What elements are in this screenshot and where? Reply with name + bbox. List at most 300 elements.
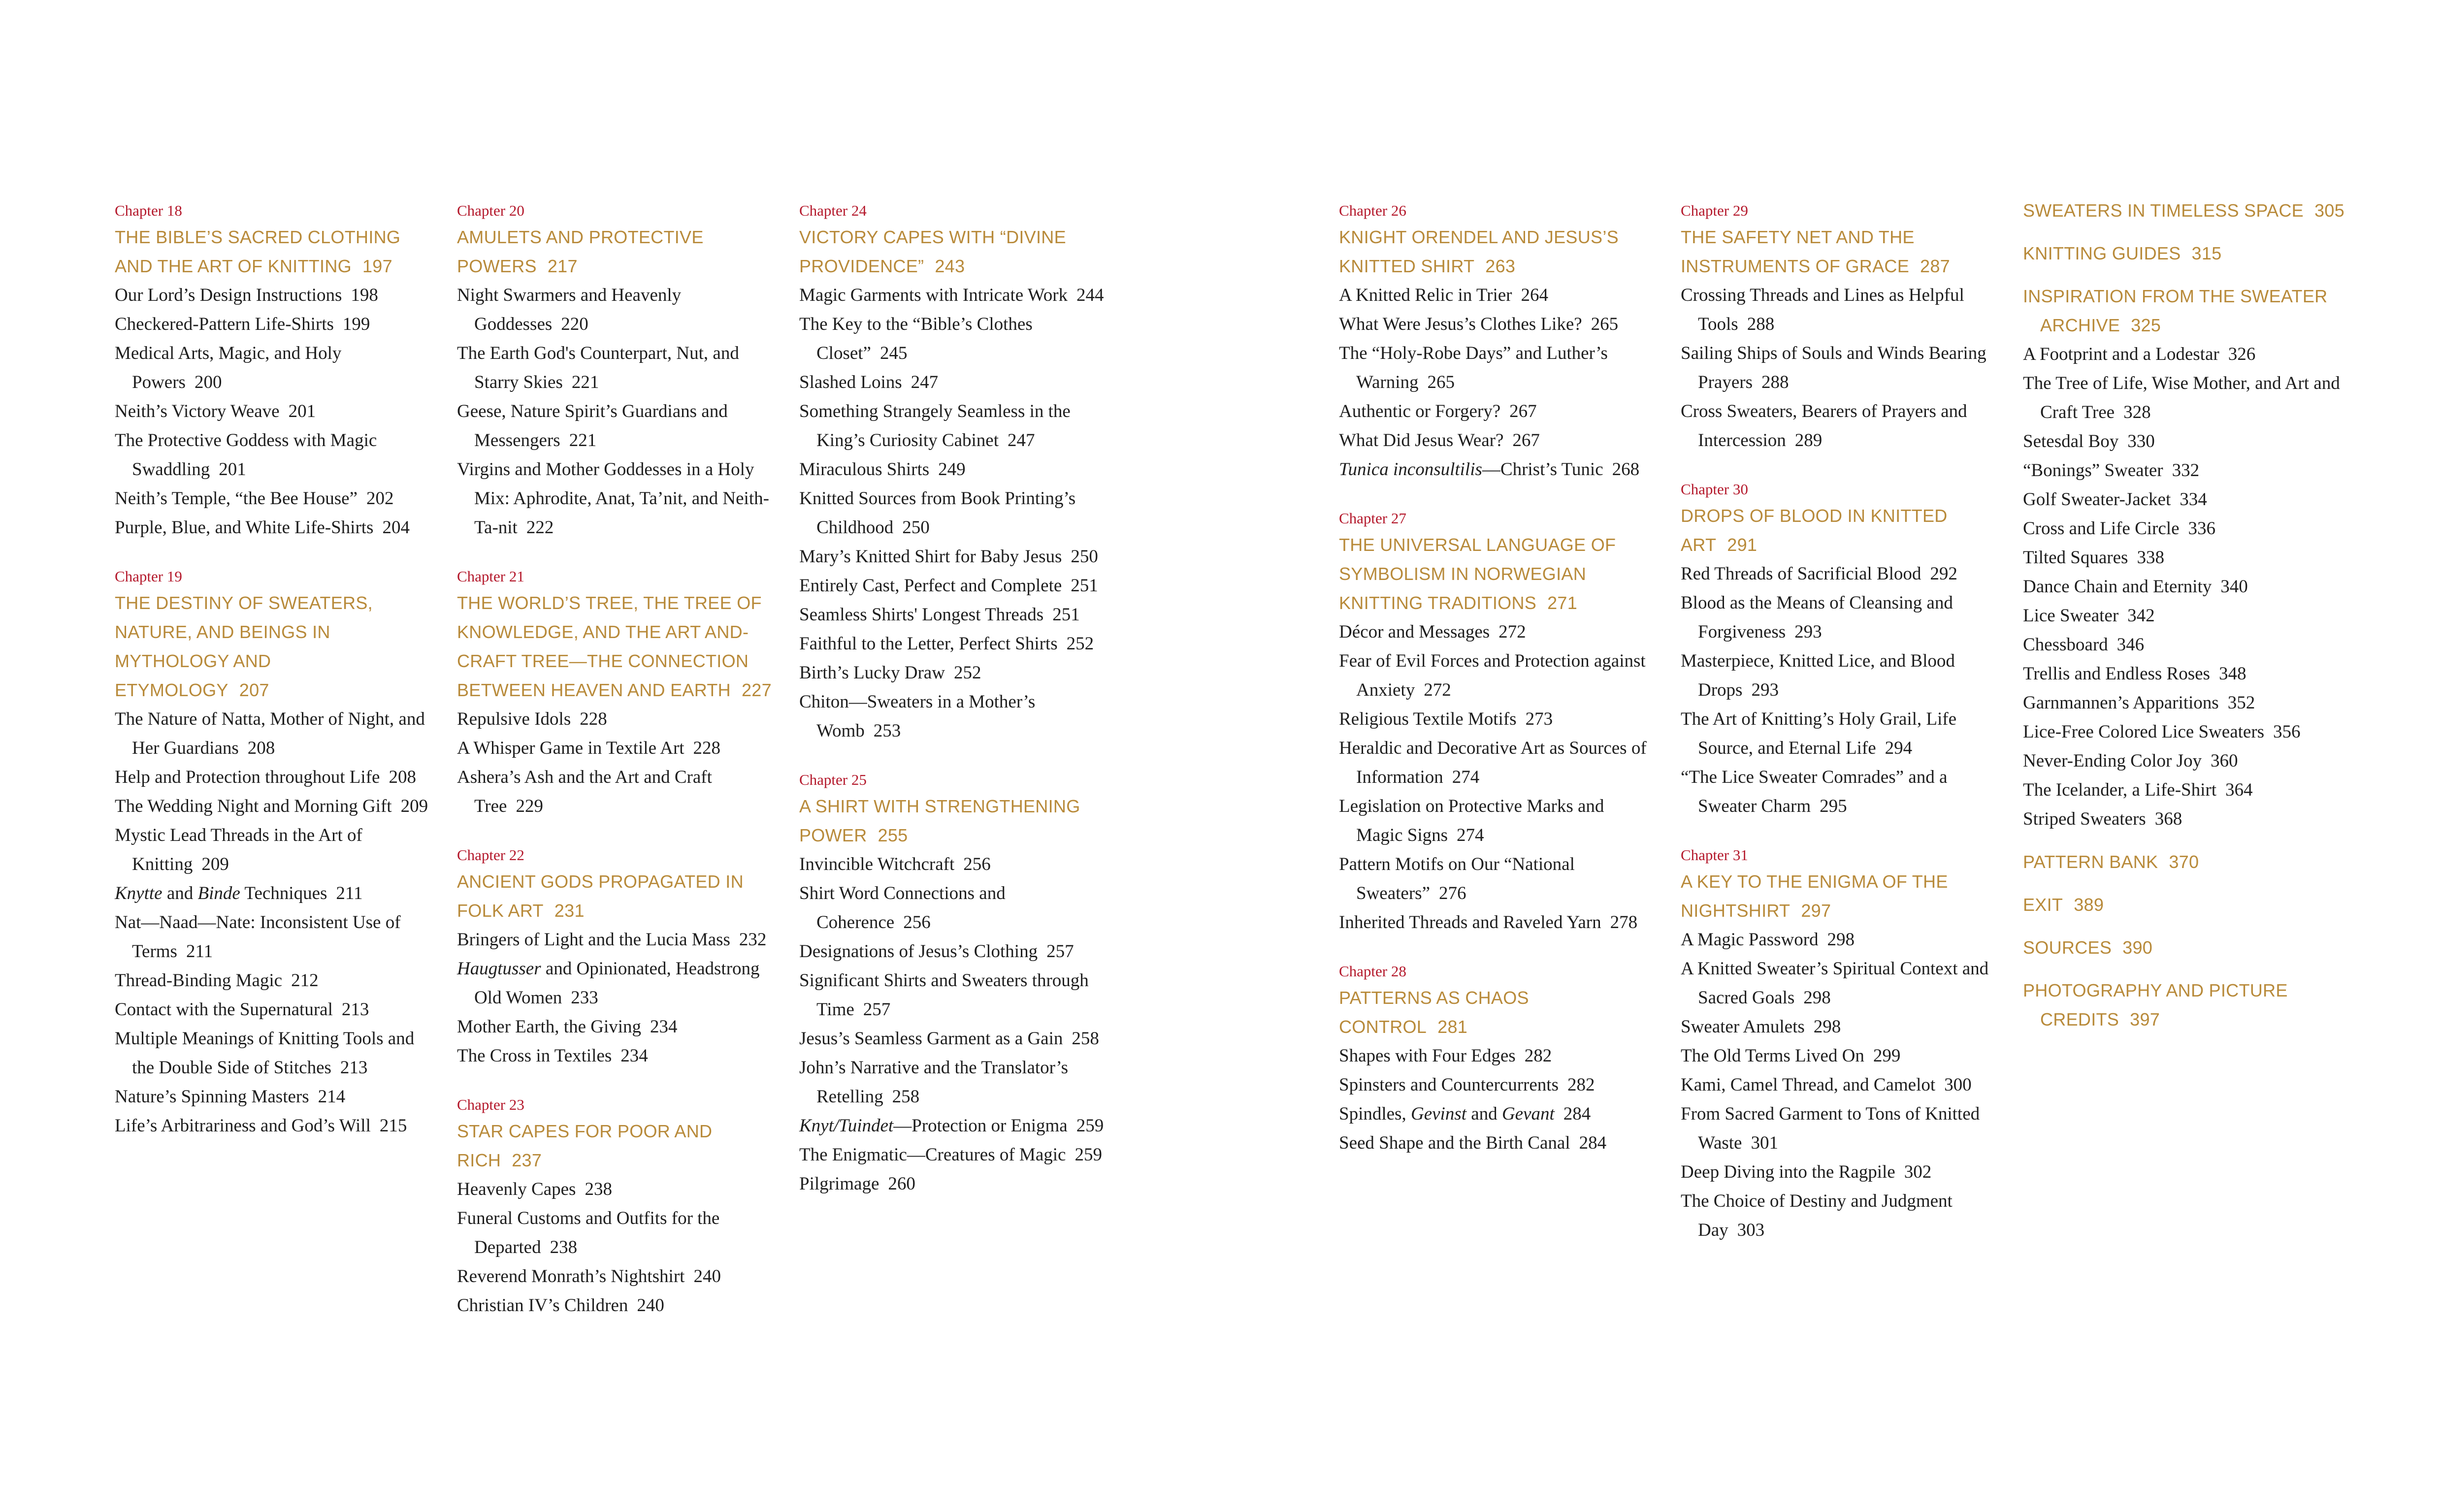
- page-number: 233: [571, 988, 598, 1008]
- entry-title: and: [1466, 1104, 1502, 1124]
- entry-title: Neith’s Temple, “the Bee House”: [115, 488, 358, 509]
- chapter-title: [115, 588, 430, 705]
- entry-title: Chiton—Sweaters in a Mother’s Womb: [799, 692, 1036, 741]
- entry-title: Miraculous Shirts: [799, 459, 930, 480]
- page-number: 282: [1567, 1075, 1595, 1095]
- toc-entry: [1339, 1099, 1654, 1128]
- toc-column-1: [115, 196, 430, 1160]
- entry-title: Christian IV’s Children: [457, 1295, 628, 1316]
- toc-column-4: [1339, 196, 1654, 1177]
- page-number: 272: [1424, 680, 1451, 700]
- chapter-block: [457, 1090, 772, 1320]
- page-number: 208: [389, 767, 416, 787]
- page-number: 346: [2117, 635, 2145, 655]
- toc-entry: [457, 1175, 772, 1204]
- entry-title: Never-Ending Color Joy: [2023, 751, 2202, 771]
- page-number: 284: [1579, 1133, 1607, 1153]
- page-number: 336: [2188, 518, 2215, 539]
- entry-title: “Bonings” Sweater: [2023, 460, 2163, 481]
- toc-entry: [799, 484, 1114, 542]
- entry-title: Lice Sweater: [2023, 606, 2119, 626]
- toc-entry: [1681, 925, 1996, 954]
- toc-entry: [1339, 792, 1654, 850]
- entry-title-italic: Tunica inconsultilis: [1339, 459, 1482, 480]
- section-title: [2023, 239, 2348, 268]
- chapter-block: [799, 196, 1114, 745]
- toc-entry: [799, 310, 1114, 368]
- entry-title: Red Threads of Sacrificial Blood: [1681, 564, 1922, 584]
- chapter-block: [1339, 957, 1654, 1158]
- toc-entry: [2023, 427, 2348, 456]
- chapter-label: Chapter 21: [457, 568, 524, 585]
- page-number: 281: [1437, 1017, 1468, 1037]
- entry-title: Spindles,: [1339, 1104, 1411, 1124]
- page-number: 208: [247, 738, 275, 758]
- toc-entry: [115, 310, 430, 339]
- page-number: 293: [1794, 622, 1822, 642]
- entry-title: and Opinionated, Headstrong Old Women: [474, 959, 760, 1008]
- page-number: 370: [2169, 852, 2199, 872]
- toc-entry: [2023, 514, 2348, 543]
- toc-entry: [799, 455, 1114, 484]
- entry-title: Repulsive Idols: [457, 709, 571, 729]
- page-number: 253: [873, 721, 901, 741]
- toc-entry: [457, 455, 772, 542]
- page-number: 260: [888, 1174, 915, 1194]
- toc-entry: [457, 763, 772, 821]
- toc-entry: [2023, 572, 2348, 601]
- entry-title: Heraldic and Decorative Art as Sources of Information: [1339, 738, 1647, 787]
- section-title: [2023, 847, 2348, 876]
- entry-title: Legislation on Protective Marks and Magic Signs: [1339, 796, 1604, 845]
- page-number: 278: [1610, 912, 1638, 933]
- entry-title: The Choice of Destiny and Judgment Day: [1681, 1191, 1953, 1240]
- toc-entry: [2023, 688, 2348, 717]
- toc-section: [2023, 282, 2348, 834]
- toc-entry: [799, 966, 1114, 1024]
- toc-entry: [457, 1262, 772, 1291]
- section-title-text: KNITTING GUIDES: [2023, 243, 2181, 263]
- entry-title: The Cross in Textiles: [457, 1046, 612, 1066]
- toc-entry: [457, 734, 772, 763]
- chapter-label: Chapter 27: [1339, 510, 1406, 527]
- page-number: 220: [561, 314, 588, 334]
- page-number: 325: [2131, 315, 2161, 335]
- page-number: 305: [2314, 200, 2345, 221]
- section-title: [2023, 933, 2348, 962]
- chapter-block: [1339, 504, 1654, 937]
- page-number: 250: [1071, 547, 1098, 567]
- entry-title: Spinsters and Countercurrents: [1339, 1075, 1559, 1095]
- page-number: 258: [892, 1087, 920, 1107]
- page-number: 258: [1072, 1029, 1099, 1049]
- page-number: 299: [1873, 1046, 1901, 1066]
- entry-title: The “Holy-Robe Days” and Luther’s Warning: [1339, 343, 1608, 392]
- page-number: 207: [239, 680, 269, 700]
- chapter-block: [457, 196, 772, 542]
- page-number: 276: [1439, 883, 1466, 903]
- entry-title: Pattern Motifs on Our “National Sweaters”: [1339, 854, 1575, 903]
- entry-title: Mystic Lead Threads in the Art of Knitting: [115, 825, 362, 874]
- entry-title: A Footprint and a Lodestar: [2023, 344, 2219, 364]
- page-number: 212: [291, 970, 319, 991]
- chapter-title-text: THE DESTINY OF SWEATERS, NATURE, AND BEINGS IN MYTHOLOGY AND ETYMOLOGY: [115, 593, 373, 700]
- section-title-text: INSPIRATION FROM THE SWEATER ARCHIVE: [2023, 286, 2328, 335]
- chapter-label: Chapter 28: [1339, 963, 1406, 980]
- page-number: 199: [342, 314, 370, 334]
- entry-title: Checkered-Pattern Life-Shirts: [115, 314, 334, 334]
- page-number: 252: [1066, 634, 1094, 654]
- toc-entry: [2023, 456, 2348, 485]
- page-number: 257: [863, 999, 891, 1020]
- entry-title: The Icelander, a Life-Shirt: [2023, 780, 2216, 800]
- toc-entry: [457, 1012, 772, 1041]
- toc-entry: [2023, 543, 2348, 572]
- entry-title: Inherited Threads and Raveled Yarn: [1339, 912, 1601, 933]
- chapter-label: Chapter 25: [799, 771, 867, 788]
- chapter-label: Chapter 20: [457, 202, 524, 219]
- page-number: 231: [554, 901, 585, 921]
- entry-title: Birth’s Lucky Draw: [799, 663, 945, 683]
- toc-entry: [799, 850, 1114, 879]
- page-number: 198: [351, 285, 378, 305]
- chapter-title: [457, 1117, 772, 1175]
- entry-title: Crossing Threads and Lines as Helpful Tools: [1681, 285, 1964, 334]
- chapter-title-text: THE SAFETY NET AND THE INSTRUMENTS OF GRACE: [1681, 227, 1915, 276]
- chapter-title: [799, 223, 1114, 281]
- toc-entry: [1339, 646, 1654, 705]
- entry-title: Jesus’s Seamless Garment as a Gain: [799, 1029, 1063, 1049]
- page-number: 284: [1563, 1104, 1591, 1124]
- chapter-title: [1339, 530, 1654, 617]
- entry-title: Help and Protection throughout Life: [115, 767, 380, 787]
- page-number: 294: [1885, 738, 1913, 758]
- page-number: 211: [186, 941, 213, 962]
- chapter-label: Chapter 24: [799, 202, 867, 219]
- toc-entry: [115, 513, 430, 542]
- page-number: 247: [1008, 430, 1035, 450]
- toc-entry: [115, 792, 430, 821]
- toc-entry: [2023, 775, 2348, 804]
- page-number: 297: [1801, 901, 1831, 921]
- toc-column-3: [799, 196, 1114, 1218]
- chapter-title: [115, 223, 430, 281]
- entry-title: The Nature of Natta, Mother of Night, and Her Guardians: [115, 709, 425, 758]
- toc-entry: [2023, 746, 2348, 775]
- entry-title: Reverend Monrath’s Nightshirt: [457, 1266, 685, 1287]
- entry-title: —Protection or Enigma: [893, 1116, 1068, 1136]
- page-number: 293: [1751, 680, 1779, 700]
- entry-title: Shirt Word Connections and Coherence: [799, 883, 1006, 933]
- page-number: 315: [2191, 243, 2222, 263]
- chapter-block: [1681, 840, 1996, 1245]
- chapter-title-text: DROPS OF BLOOD IN KNITTED ART: [1681, 506, 1948, 555]
- page-number: 227: [741, 680, 772, 700]
- page-number: 238: [585, 1179, 612, 1199]
- toc-entry: [799, 542, 1114, 571]
- entry-title: Techniques: [240, 883, 327, 903]
- page-number: 204: [382, 517, 410, 538]
- entry-title: Cross and Life Circle: [2023, 518, 2180, 539]
- page-number: 342: [2127, 606, 2155, 626]
- page-number: 221: [571, 372, 599, 392]
- toc-entry: [115, 1111, 430, 1140]
- toc-entry: [799, 600, 1114, 629]
- page-number: 356: [2273, 722, 2301, 742]
- toc-entry: [1339, 281, 1654, 310]
- toc-entry: [799, 937, 1114, 966]
- page-number: 234: [650, 1017, 678, 1037]
- chapter-title-text: KNIGHT ORENDEL AND JESUS’S KNITTED SHIRT: [1339, 227, 1619, 276]
- chapter-title: [1339, 983, 1654, 1041]
- chapter-title-text: THE WORLD’S TREE, THE TREE OF KNOWLEDGE, AND THE ART AND-CRAFT TREE—THE CONNECTION BETWEEN HEAVEN AND EARTH: [457, 593, 762, 700]
- toc-entry: [799, 571, 1114, 600]
- toc-entry: [115, 1024, 430, 1082]
- entry-title: Designations of Jesus’s Clothing: [799, 941, 1038, 962]
- toc-entry: [799, 1169, 1114, 1198]
- page-number: 352: [2227, 693, 2255, 713]
- chapter-title: [1681, 223, 1996, 281]
- entry-title-italic: Gevant: [1501, 1104, 1555, 1124]
- section-title: [2023, 890, 2348, 919]
- page-number: 245: [879, 343, 908, 363]
- page-number: 229: [516, 796, 543, 816]
- entry-title: Kami, Camel Thread, and Camelot: [1681, 1075, 1936, 1095]
- page-number: 282: [1524, 1046, 1552, 1066]
- page-number: 201: [219, 459, 246, 480]
- entry-title: Heavenly Capes: [457, 1179, 576, 1199]
- entry-title: From Sacred Garment to Tons of Knitted Waste: [1681, 1104, 1980, 1153]
- entry-title: Décor and Messages: [1339, 622, 1490, 642]
- toc-entry: [115, 339, 430, 397]
- chapter-title: [1339, 223, 1654, 281]
- page-number: 244: [1076, 285, 1104, 305]
- page-number: 234: [620, 1046, 648, 1066]
- section-title-text: SOURCES: [2023, 937, 2112, 958]
- section-title-text: PHOTOGRAPHY AND PICTURE CREDITS: [2023, 980, 2288, 1029]
- page-number: 240: [637, 1295, 664, 1316]
- entry-title: Night Swarmers and Heavenly Goddesses: [457, 285, 682, 334]
- page-number: 348: [2218, 664, 2247, 684]
- chapter-block: [457, 840, 772, 1070]
- toc-column-6: [2023, 196, 2348, 1048]
- chapter-title: [1681, 867, 1996, 925]
- entry-title: “The Lice Sweater Comrades” and a Sweater Charm: [1681, 767, 1948, 816]
- entry-title: Purple, Blue, and White Life-Shirts: [115, 517, 374, 538]
- chapter-label: Chapter 26: [1339, 202, 1406, 219]
- page-number: 368: [2154, 809, 2182, 829]
- page-number: 267: [1509, 401, 1537, 421]
- chapter-title-text: PATTERNS AS CHAOS CONTROL: [1339, 988, 1529, 1037]
- entry-title: Contact with the Supernatural: [115, 999, 333, 1020]
- toc-section: [2023, 890, 2348, 919]
- page-number: 302: [1904, 1162, 1932, 1182]
- toc-entry: [1339, 455, 1654, 484]
- entry-title: Dance Chain and Eternity: [2023, 577, 2212, 597]
- entry-title-italic: Knyt/Tuindet: [799, 1116, 894, 1136]
- toc-entry: [799, 687, 1114, 745]
- toc-entry: [1339, 426, 1654, 455]
- chapter-label: Chapter 31: [1681, 846, 1748, 864]
- entry-title: Religious Textile Motifs: [1339, 709, 1517, 729]
- toc-entry: [115, 966, 430, 995]
- toc-entry: [115, 281, 430, 310]
- toc-entry: [1339, 705, 1654, 734]
- toc-entry: [115, 879, 430, 908]
- entry-title: Seed Shape and the Birth Canal: [1339, 1133, 1570, 1153]
- page-number: 271: [1547, 593, 1578, 613]
- section-title: [2023, 282, 2348, 340]
- entry-title: The Key to the “Bible’s Clothes Closet”: [799, 314, 1033, 363]
- page-number: 200: [194, 372, 222, 392]
- entry-title: Cross Sweaters, Bearers of Prayers and Intercession: [1681, 401, 1967, 450]
- toc-entry: [1339, 397, 1654, 426]
- toc-section: [2023, 933, 2348, 962]
- entry-title-italic: Knytte: [115, 883, 163, 903]
- page-number: 256: [903, 912, 931, 933]
- page-number: 364: [2225, 780, 2253, 800]
- toc-entry: [799, 281, 1114, 310]
- entry-title: A Whisper Game in Textile Art: [457, 738, 684, 758]
- entry-title: Masterpiece, Knitted Lice, and Blood Drops: [1681, 651, 1955, 700]
- chapter-title-text: A KEY TO THE ENIGMA OF THE NIGHTSHIRT: [1681, 871, 1948, 921]
- toc-entry: [1339, 617, 1654, 646]
- toc-entry: [115, 908, 430, 966]
- toc-section: [2023, 976, 2348, 1034]
- toc-entry: [1681, 397, 1996, 455]
- entry-title: Faithful to the Letter, Perfect Shirts: [799, 634, 1058, 654]
- section-title-text: PATTERN BANK: [2023, 852, 2158, 872]
- page-number: 268: [1612, 459, 1640, 480]
- toc-entry: [1681, 705, 1996, 763]
- entry-title: Seamless Shirts' Longest Threads: [799, 605, 1044, 625]
- chapter-title-text: AMULETS AND PROTECTIVE POWERS: [457, 227, 704, 276]
- toc-entry: [2023, 630, 2348, 659]
- toc-entry: [1339, 1041, 1654, 1070]
- toc-entry: [1681, 763, 1996, 821]
- toc-entry: [1339, 734, 1654, 792]
- entry-title: Garnmannen’s Apparitions: [2023, 693, 2219, 713]
- page-number: 259: [1076, 1116, 1104, 1136]
- toc-entry: [115, 397, 430, 426]
- entry-title: Nature’s Spinning Masters: [115, 1087, 309, 1107]
- entry-title-italic: Haugtusser: [457, 959, 541, 979]
- toc-entry: [457, 339, 772, 397]
- page-number: 328: [2123, 402, 2151, 422]
- toc-entry: [799, 629, 1114, 658]
- chapter-title-text: VICTORY CAPES WITH “DIVINE PROVIDENCE”: [799, 227, 1066, 276]
- entry-title: Trellis and Endless Roses: [2023, 664, 2210, 684]
- entry-title: Tilted Squares: [2023, 547, 2128, 568]
- page-number: 334: [2180, 489, 2207, 510]
- entry-title: Setesdal Boy: [2023, 431, 2119, 451]
- page-number: 213: [340, 1058, 368, 1078]
- page-number: 330: [2127, 431, 2155, 451]
- toc-entry: [799, 1024, 1114, 1053]
- page-number: 201: [288, 401, 316, 421]
- page-number: 397: [2130, 1009, 2160, 1029]
- toc-entry: [1681, 954, 1996, 1012]
- entry-title: The Wedding Night and Morning Gift: [115, 796, 392, 816]
- chapter-block: [115, 196, 430, 542]
- entry-title: Bringers of Light and the Lucia Mass: [457, 930, 730, 950]
- toc-entry: [799, 658, 1114, 687]
- page-number: 338: [2137, 547, 2164, 568]
- toc-entry: [799, 1140, 1114, 1169]
- toc-section: [2023, 239, 2348, 268]
- chapter-title-text: STAR CAPES FOR POOR AND RICH: [457, 1121, 713, 1170]
- toc-entry: [115, 426, 430, 484]
- entry-title: Pilgrimage: [799, 1174, 879, 1194]
- toc-entry: [115, 1082, 430, 1111]
- page-number: 251: [1071, 576, 1098, 596]
- page-number: 303: [1737, 1220, 1765, 1240]
- section-title-text: EXIT: [2023, 895, 2063, 915]
- toc-entry: [2023, 369, 2348, 427]
- entry-title: Sailing Ships of Souls and Winds Bearing Prayers: [1681, 343, 1987, 392]
- entry-title: Invincible Witchcraft: [799, 854, 955, 874]
- page-number: 251: [1052, 605, 1080, 625]
- toc-entry: [457, 1204, 772, 1262]
- entry-title: Deep Diving into the Ragpile: [1681, 1162, 1895, 1182]
- page-number: 263: [1485, 256, 1516, 276]
- page-number: 300: [1944, 1075, 1972, 1095]
- page-number: 211: [336, 883, 363, 903]
- page-number: 390: [2122, 937, 2153, 958]
- section-title: [2023, 976, 2348, 1034]
- page-number: 213: [341, 999, 369, 1020]
- chapter-block: [457, 562, 772, 821]
- page-number: 291: [1727, 535, 1758, 555]
- entry-title: Significant Shirts and Sweaters through Time: [799, 970, 1089, 1020]
- chapter-label: Chapter 29: [1681, 202, 1748, 219]
- toc-entry: [457, 281, 772, 339]
- page-number: 265: [1427, 372, 1455, 392]
- page-number: 214: [318, 1087, 346, 1107]
- chapter-block: [1339, 196, 1654, 484]
- page-number: 265: [1591, 314, 1619, 334]
- page-number: 228: [580, 709, 607, 729]
- toc-entry: [1681, 1158, 1996, 1187]
- page-number: 267: [1512, 430, 1540, 450]
- toc-entry: [2023, 601, 2348, 630]
- chapter-label: Chapter 22: [457, 846, 524, 864]
- toc-entry: [457, 705, 772, 734]
- page-number: 272: [1498, 622, 1526, 642]
- chapter-title: [457, 588, 772, 705]
- entry-title: Medical Arts, Magic, and Holy Powers: [115, 343, 342, 392]
- page-number: 237: [512, 1150, 542, 1170]
- page-number: 250: [902, 517, 930, 538]
- entry-title-italic: Gevinst: [1410, 1104, 1466, 1124]
- chapter-title-text: A SHIRT WITH STRENGTHENING POWER: [799, 796, 1080, 845]
- chapter-title-text: THE BIBLE’S SACRED CLOTHING AND THE ART OF KNITTING: [115, 227, 401, 276]
- toc-entry: [1681, 559, 1996, 588]
- entry-title: Ashera’s Ash and the Art and Craft Tree: [457, 767, 712, 816]
- entry-title: Authentic or Forgery?: [1339, 401, 1501, 421]
- page-number: 222: [526, 517, 554, 538]
- page-number: 259: [1075, 1145, 1102, 1165]
- page-number: 215: [379, 1116, 407, 1136]
- entry-title: Funeral Customs and Outfits for the Departed: [457, 1208, 720, 1257]
- page-number: 264: [1521, 285, 1548, 305]
- section-title-text: SWEATERS IN TIMELESS SPACE: [2023, 200, 2304, 221]
- toc-entry: [115, 484, 430, 513]
- entry-title: John’s Narrative and the Translator’s Retelling: [799, 1058, 1069, 1107]
- toc-entry: [1339, 1128, 1654, 1158]
- toc-entry: [799, 368, 1114, 397]
- chapter-title-text: THE UNIVERSAL LANGUAGE OF SYMBOLISM IN NORWEGIAN KNITTING TRADITIONS: [1339, 535, 1616, 613]
